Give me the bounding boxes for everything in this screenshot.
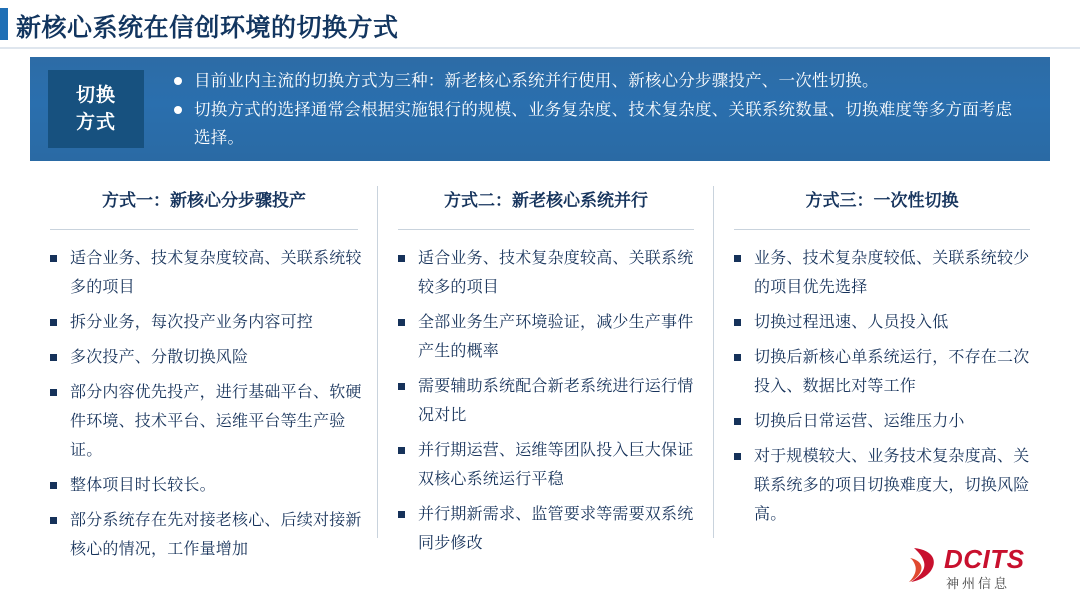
list-item xyxy=(394,436,698,494)
column-item-list xyxy=(730,244,1034,529)
list-item-text: 部分系统存在先对接老核心、后续对接新核心的情况，工作量增加 xyxy=(70,512,362,558)
list-item-text: 并行期运营、运维等团队投入巨大保证双核心系统运行平稳 xyxy=(418,442,694,488)
column-heading: 方式二：新老核心系统并行 xyxy=(444,191,648,210)
list-item xyxy=(46,378,362,465)
column-heading-divider xyxy=(734,229,1030,230)
summary-banner xyxy=(30,57,1050,161)
list-item-text: 适合业务、技术复杂度较高、关联系统较多的项目 xyxy=(418,250,694,296)
banner-label xyxy=(48,70,144,148)
method-column-2 xyxy=(378,172,714,562)
bullet-square-icon xyxy=(734,418,741,425)
bullet-square-icon xyxy=(50,354,57,361)
list-item xyxy=(46,343,362,372)
list-item xyxy=(174,96,1026,152)
banner-label-line1: 切换 xyxy=(75,85,116,106)
page-header xyxy=(0,0,1080,48)
banner-bullet-text: 切换方式的选择通常会根据实施银行的规模、业务复杂度、技术复杂度、关联系统数量、切换难度等多方面考虑选择。 xyxy=(194,100,1013,147)
banner-label-line2: 方式 xyxy=(75,112,116,133)
list-item xyxy=(394,500,698,558)
list-item xyxy=(394,244,698,302)
bullet-square-icon xyxy=(398,255,405,262)
list-item xyxy=(730,442,1034,529)
logo-subtitle: 神州信息 xyxy=(946,576,1011,591)
list-item-text: 适合业务、技术复杂度较高、关联系统较多的项目 xyxy=(70,250,362,296)
banner-bullet-text: 目前业内主流的切换方式为三种：新老核心系统并行使用、新核心分步骤投产、一次性切换。 xyxy=(194,71,879,90)
list-item-text: 全部业务生产环境验证，减少生产事件产生的概率 xyxy=(418,314,694,360)
method-column-3 xyxy=(714,172,1050,562)
list-item-text: 切换后新核心单系统运行，不存在二次投入、数据比对等工作 xyxy=(754,349,1030,395)
bullet-square-icon xyxy=(398,319,405,326)
method-column-1 xyxy=(30,172,378,562)
list-item-text: 并行期新需求、监管要求等需要双系统同步修改 xyxy=(418,506,694,552)
list-item-text: 多次投产、分散切换风险 xyxy=(70,349,249,366)
list-item xyxy=(46,308,362,337)
column-item-list xyxy=(46,244,362,564)
list-item-text: 拆分业务，每次投产业务内容可控 xyxy=(70,314,314,331)
bullet-square-icon xyxy=(398,383,405,390)
list-item xyxy=(730,407,1034,436)
title-accent-bar xyxy=(0,8,8,40)
bullet-square-icon xyxy=(734,319,741,326)
list-item xyxy=(394,308,698,366)
list-item-text: 需要辅助系统配合新老系统进行运行情况对比 xyxy=(418,378,694,424)
bullet-square-icon xyxy=(398,447,405,454)
column-heading: 方式三：一次性切换 xyxy=(805,191,959,210)
list-item-text: 切换过程迅速、人员投入低 xyxy=(754,314,949,331)
bullet-dot-icon xyxy=(174,77,182,85)
methods-columns xyxy=(30,172,1050,562)
bullet-square-icon xyxy=(734,453,741,460)
list-item-text: 整体项目时长较长。 xyxy=(70,477,216,494)
list-item xyxy=(394,372,698,430)
bullet-square-icon xyxy=(398,511,405,518)
logo-swoosh-icon xyxy=(908,546,942,584)
bullet-square-icon xyxy=(50,482,57,489)
bullet-dot-icon xyxy=(174,106,182,114)
column-heading: 方式一：新核心分步骤投产 xyxy=(102,191,306,210)
banner-bullet-list xyxy=(152,66,1050,153)
list-item-text: 切换后日常运营、运维压力小 xyxy=(754,413,965,430)
logo-wordmark: DCITS xyxy=(944,544,1025,574)
list-item xyxy=(46,471,362,500)
company-logo xyxy=(908,542,1058,594)
column-heading-divider xyxy=(398,229,694,230)
bullet-square-icon xyxy=(50,319,57,326)
list-item xyxy=(46,506,362,564)
list-item xyxy=(730,244,1034,302)
bullet-square-icon xyxy=(734,354,741,361)
list-item xyxy=(730,308,1034,337)
list-item-text: 部分内容优先投产，进行基础平台、软硬件环境、技术平台、运维平台等生产验证。 xyxy=(70,384,362,459)
list-item-text: 对于规模较大、业务技术复杂度高、关联系统多的项目切换难度大，切换风险高。 xyxy=(754,448,1030,523)
list-item-text: 业务、技术复杂度较低、关联系统较少的项目优先选择 xyxy=(754,250,1030,296)
page-title: 新核心系统在信创环境的切换方式 xyxy=(16,14,399,42)
bullet-square-icon xyxy=(50,255,57,262)
column-heading-divider xyxy=(50,229,358,230)
bullet-square-icon xyxy=(50,517,57,524)
column-item-list xyxy=(394,244,698,558)
title-divider xyxy=(0,47,1080,49)
bullet-square-icon xyxy=(734,255,741,262)
bullet-square-icon xyxy=(50,389,57,396)
list-item xyxy=(174,67,1026,95)
list-item xyxy=(730,343,1034,401)
list-item xyxy=(46,244,362,302)
